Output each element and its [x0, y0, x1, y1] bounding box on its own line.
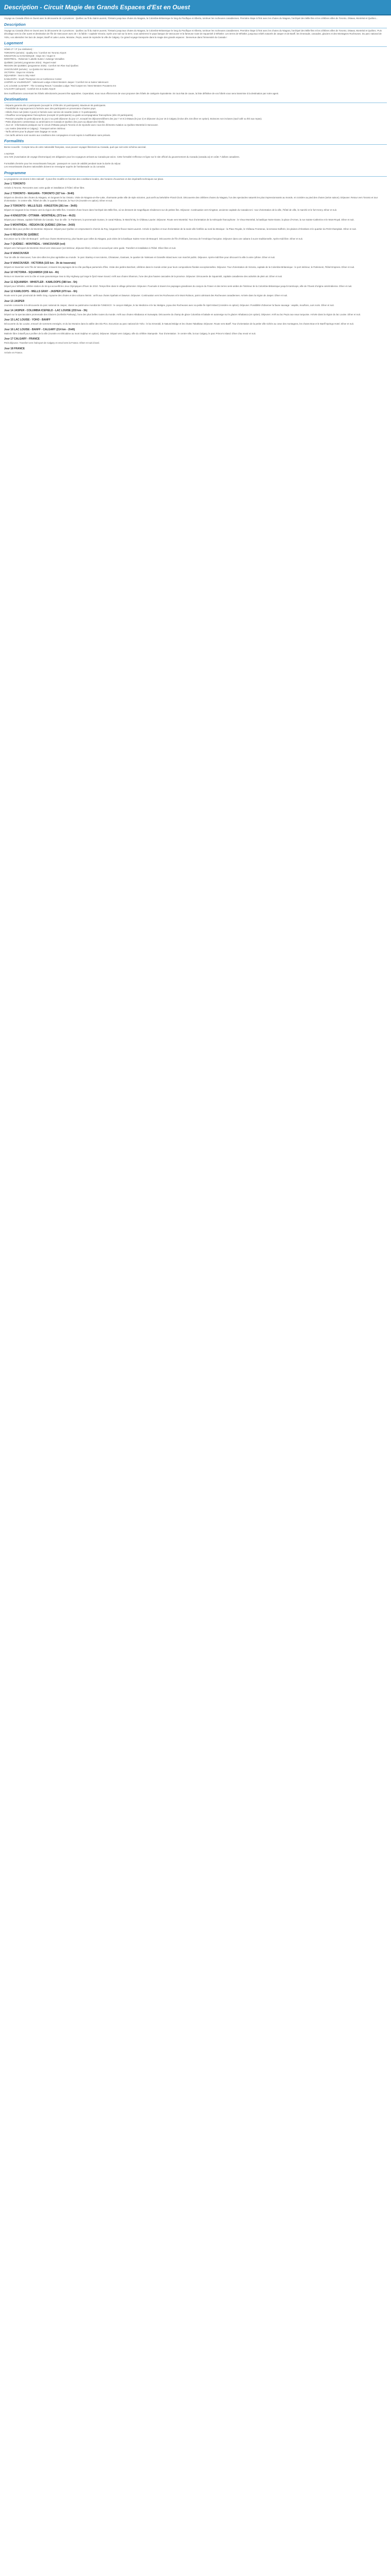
day-description: Départ sur la spectaculaire promenade des Glaciers (Icefields Parkway), l'une des plus belles routes du monde. Arrêt aux chutes Athabasca et Sunwapta. Découverte du champ de glace Columbia et balade en autoneige sur le glacier Athabasca (en option). Déjeuner. Arrêt au lac Peyto aux eaux turquoise. Arrivée dans la région du lac Louise. Dîner et nuit.	[4, 313, 361, 316]
intro-paragraph: Voyage au Canada d'Est en Ouest avec la découverte de 4 provinces : Québec au fil du Saint-Laurent, l'Ontario jusqu'aux chutes du Niagara, la Colombie-Britannique le long du Pacifique et Alberta, tonitruer les rocheuses canadiennes. Première étape à l'Est avec les chutes du Niagara, l'archipel des Mille-Îles et les célèbres villes de Toronto, Ottawa, Montréal et Québec...	[4, 17, 378, 20]
day-title: Jour 5 MONTRÉAL - RÉGION DE QUÉBEC (254 km - 2h50)	[4, 224, 75, 227]
section-title-destinations: Destinations	[4, 96, 28, 101]
day-title: Jour 11 SQUAMISH - WHISTLER - KAMLOOPS (380 km - 5h)	[4, 280, 77, 284]
day-description: Départ pour Whistler, célèbre station de ski qui accueillit les Jeux Olympiques d'hiver de 2010. Temps libre dans le village piétonnier. Déjeuner. Poursuite à travers les paysages grandioses du canyon du Fraser et des terres semi-arides de l'intérieur de la Colombie-Britannique jusqu'à Kamloops, ville de l'Ouest d'origine amérindienne. Dîner et nuit.	[4, 284, 352, 287]
day-description: Excursion sur la Côte-de-Beaupré : arrêt aux chutes Montmorency, plus hautes que celles du Niagara, puis visite de la basilique Sainte-Anne-de-Beaupré. Découverte de l'île d'Orléans, berceau de l'Amérique française. Déjeuner dans une cabane à sucre traditionnelle. Après-midi libre. Dîner et nuit.	[4, 237, 303, 240]
day-title: Jour 7 QUÉBEC - MONTRÉAL - VANCOUVER (vol)	[4, 243, 66, 246]
section-divider	[4, 144, 387, 145]
day-description: Journée consacrée à la découverte du parc national de Jasper, classé au patrimoine mondial de l'UNESCO : le canyon Maligne, le lac Medicine et le lac Maligne, joyau des Rocheuses avec sa petite île Spirit Island (croisière en option). Déjeuner. Possibilité d'observer la faune sauvage : wapitis, mouflons, ours noirs. Dîner et nuit.	[4, 303, 334, 307]
day-description: Matinée libre pour profiter de Montréal. Déjeuner. Départ pour Québec en empruntant le chemin du Roy, longeant le fleuve Saint-Laurent. Arrivée à Québec et tour d'orientation de la seule ville fortifiée au nord du Mexique : la Place Royale, le Château Frontenac, la terrasse Dufferin, les plaines d'Abraham et le quartier du Petit-Champlain. Dîner et nuit.	[4, 228, 356, 231]
page-title: Description - Circuit Magie des Grands Espaces d'Est en Ouest	[4, 4, 190, 11]
day-description: Arrivée en France.	[4, 351, 23, 354]
section-title-description: Description	[4, 22, 26, 27]
day-title: Jour 8 VANCOUVER	[4, 252, 29, 256]
day-description: Matinée libre à Banff pour profiter de la ville (montée en télécabine au mont Sulphur en option). Déjeuner. Départ vers Calgary, ville du célèbre Stampede. Tour d'orientation : le centre-ville, la tour Calgary, le parc Prince's Island. Dîner d'au revoir et nuit.	[4, 332, 256, 335]
destinations-text: - Départs garantis dès 2 participants (accepté le 27/08 dès 10 participants). Maximum 55 participants. - Possibilité de regroupement à l'arrivée avec des participants en provenance d'autres pays. - Hôtels d'une nuit (visite 3 jours) à l'arrivée avec service de navette (visite 2 / 5 participants). - Chauffeur accompagnateur francophone (excepté 22 participants) ou guide accompagnateur francophone (dès 23 participants). - Pension complète du petit déjeuner du jour 2 au petit déjeuner du jour 17, excepté les déjeuners/dîners des jour 7 et 8 à Ottawa (le jour 2) et déjeuner du jour 16 à Calgary (inclus dès J16 dîner en option). Boissons non incluses (sauf café ou thé aux repas). - Petits déjeuners continentaux ou américains en Canada et Québec (les jours au départ des hôtels). - Jour 10 : Informations pratiques sur le circuit d'Ottawa jusqu'à Toronto et de rejoindre avec nous les éléments Aviation ou Québec-Montréal à Vancouver. - Lac mettre (Montréal et Calgary) : Transport aérien intérieur. - Tarifs aériens pour la plupart sans bagage en soute. - Ces tarifs aériens sont soumis aux conditions des compagnies et sont sujets à modification sans préavis.	[4, 104, 263, 137]
day-title: Jour 3 TORONTO - MILLE-ÎLES - KINGSTON (281 km - 3h05)	[4, 205, 77, 208]
day-description: Petit-déjeuner. Transfert vers l'aéroport de Calgary et envol vers la France. Dîner et nuit à bord.	[4, 342, 100, 345]
description-text: Voyage au Canada d'Est en Ouest avec la découverte de 4 provinces : Québec au fil du Saint-Laurent, l'Ontario jusqu'aux chutes du Niagara, la Colombie-Britannique le long du Pacifique et Alberta, tonitruer les rocheuses canadiennes. Première étape à l'Est avec les chutes du Niagara, l'archipel des Mille-Îles et les célèbres villes de Toronto, Ottawa, Montréal et Québec. Puis décollage vers la côte ouest et destination de l'île de Vancouver avec de « la faible » capitale Victoria. Après une nuit sur la terre, vous admirerez le pays basque de Vancouver et la fameuse route de Squamish à Whistler. Les terres de Whistler, jusqu'aux reliefs naturels de Jasper et de Banff, les émeraude, cascades, glaciers et des Montagnes Rocheuses. Du parc national de Yoho, vos atteindrez les lacs de Jasper, Banff et Lake Louise, Moraine, Peyto, avant de rejoindre la ville de Calgary. Ce grand voyage transporte dans la magie des grands espaces : bienvenue dans l'immensité du Canada !	[4, 29, 382, 39]
section-divider	[4, 46, 387, 47]
day-title: Jour 10 VICTORIA - SQUAMISH (156 km - 4h)	[4, 271, 59, 275]
day-description: Découverte du lac Louise, entouré de sommets enneigés, et du lac Moraine dans la vallée des Dix Pics. Excursion au parc national de Yoho : le lac Emerald, le Natural Bridge et les chutes Takakkaw. Déjeuner. Route vers Banff. Tour d'orientation de la petite ville nichée au cœur des montagnes, les chutes Bow et le Banff Springs Hotel. Dîner et nuit.	[4, 323, 354, 326]
day-title: Jour 15 LAC LOUISE - YOHO - BANFF	[4, 318, 51, 322]
section-divider	[4, 176, 387, 177]
day-title: Jour 12 KAMLOOPS - WELLS GRAY - JASPER (470 km - 6h)	[4, 290, 77, 294]
programme-days	[0, 182, 391, 354]
section-title-programme: Programme	[4, 170, 26, 175]
title-bar	[0, 0, 391, 15]
day-title: Jour 14 JASPER - COLUMBIA ICEFIELD - LAC LOUISE (233 km - 3h)	[4, 309, 88, 312]
formalites-text: Bonne nouvelle : Compte tenu de votre nationalité française, vous pouvez voyager librement au Canada, quel que soit votre schéma vaccinal. A NOTER Une AVE (Autorisation de voyage électronique) est obligatoire pour les voyageurs arrivant au Canada par avion. Cette formalité s'effectue en ligne sur le site officiel du gouvernement du Canada (canada.ca) et coûte 7 dollars canadiens. Formalités d'entrée pour les ressortissants français : passeport en cours de validité pendant toute la durée du séjour. Les ressortissants d'autres nationalités doivent se renseigner auprès de l'ambassade ou du consulat.	[4, 145, 240, 168]
programme-note: Le programme est donné à titre indicatif : il peut être modifié en fonction des conditions locales, des horaires d'ouverture et des impératifs techniques sur place.	[4, 177, 164, 180]
day-description: Départ vers l'aéroport de Montréal. Envol vers Vancouver (vol intérieur, déjeuner libre). Arrivée et accueil par votre guide. Transfert et installation à l'hôtel. Dîner libre et nuit.	[4, 247, 176, 250]
day-title: Jour 17 CALGARY - FRANCE	[4, 337, 40, 341]
day-description: Route vers le parc provincial de Wells Gray, royaume des chutes et des volcans éteints : arrêt aux chutes Spahats et Dawson. Déjeuner. Continuation vers les Rocheuses et le Mont Robson, point culminant des Rocheuses canadiennes. Arrivée dans la région de Jasper. Dîner et nuit.	[4, 294, 288, 297]
logement-note: Des modifications concernant les hôtels sélectionnés peuvent être apportées. Cependant, nous nous efforcerons de vous proposer des hôtels de catégorie équivalente. En tout état de cause, la liste définitive de vos hôtels vous sera transmise à la destination par notre agent.	[4, 92, 279, 95]
day-title: Jour 2 TORONTO - NIAGARA - TORONTO (327 km - 3h40)	[4, 192, 74, 195]
day-title: Jour 13 JASPER	[4, 299, 25, 303]
day-title: Jour 1 TORONTO	[4, 182, 26, 186]
day-description: Tour de ville de Vancouver, l'une des villes les plus agréables au monde : le parc Stanley et ses totems, Chinatown, Gastown, le quartier de Yaletown et Granville Island avec son marché public. Déjeuner. Après-midi libre pour découvrir la ville à votre rythme. Dîner et nuit.	[4, 256, 275, 259]
day-title: Jour 18 FRANCE	[4, 347, 25, 350]
day-description: Départ en direction des chutes du Niagara, en longeant le lac Ontario. Visite de Niagara-on-the-Lake, charmante petite ville de style victorien, puis arrêt au belvédère Floral Clock. Découverte des célèbres chutes du Niagara, l'un des spectacles naturels les plus impressionnants au monde, et croisière au pied des chutes (selon saison). Déjeuner. Retour vers Toronto et tour d'orientation : le centre-ville, l'hôtel de ville, le quartier financier, la Tour CN (montée en option). Dîner et nuit.	[4, 196, 378, 202]
day-title: Jour 6 RÉGION DE QUÉBEC	[4, 233, 39, 236]
logement-text: Hôtels 2* / 3* (ou similaires) : TORONTO (arrivée) : Quality Inn / Comfort Inn Toronto Airport KINGSTON ou GANANOQUE : Days Inn / Super 8 MONTRÉAL : Roberval / Labelle Suites / Auberge Versailles QUÉBEC (arrivée) programme 2024) : Rupert Hotel REGION DE QUEBEC (programme 2025) : Comfort Inn Rive Sud Québec VANCOUVER (arrivée) : La Quinta Inn Vancouver VICTORIA : Days Inn Victoria SQUAMISH : Sea to Sky Hotel KAMLOOPS : South Thompson Inn & Conference Center JASPER ou VALEMOUNT : Valemount Lodge et Best Western Jasper / Comfort Inn & Suites Valemount LAC LOUISE ou BANFF : The Crossing Resort / Canadas Lodge / Red Carpet Inn / Best Western Pocaterra Inn CALGARY (aéroport) : Comfort Inn & Suites Airport	[4, 48, 117, 91]
day-description: Départ en longeant le lac Ontario vers la région des Mille-Îles. Croisière d'une heure dans l'archipel des Mille-Îles, où se dressent de magnifiques résidences sur de petites îles. Déjeuner. Continuation vers Kingston, ancienne capitale du Canada-Uni : tour d'orientation de la ville, l'hôtel de ville, le marché et le fort Henry. Dîner et nuit.	[4, 209, 337, 212]
day-title: Jour 4 KINGSTON - OTTAWA - MONTRÉAL (373 km - 4h15)	[4, 214, 76, 217]
section-title-logement: Logement	[4, 41, 23, 46]
day-title: Jour 16 LAC LOUISE - BANFF - CALGARY (214 km - 2h40)	[4, 328, 75, 331]
day-description: Départ en traversier vers l'île de Vancouver, à travers les paysages de la côte pacifique parsemée d'îles. Visite des jardins Butchart, célèbres dans le monde entier pour leurs compositions florales exceptionnelles. Déjeuner. Tour d'orientation de Victoria, capitale de la Colombie-Britannique : le port intérieur, le Parlement, l'hôtel Empress. Dîner et nuit.	[4, 265, 355, 268]
section-title-formalites: Formalités	[4, 138, 24, 143]
day-description: Retour en traversier vers la côte et route panoramique Sea to Sky Highway qui longe le fjord Howe Sound. Arrêt aux chutes Shannon, l'une des plus hautes cascades de la province. Déjeuner. Découverte de Squamish, capitale canadienne des activités de plein air. Dîner et nuit.	[4, 275, 283, 278]
day-description: Départ pour Ottawa, capitale fédérale du Canada. Tour de ville : le Parlement, la promenade Sussex, le canal Rideau, le Marché By, le Château Laurier. Déjeuner. Route vers Montréal. Tour d'orientation de la métropole francophone : le Vieux-Montréal, la basilique Notre-Dame, la place d'Armes, la rue Sainte-Catherine et le Mont-Royal. Dîner et nuit.	[4, 218, 354, 221]
day-description: Arrivée à Toronto. Rencontre avec votre guide et installation à l'hôtel. Dîner libre.	[4, 187, 85, 190]
day-title: Jour 9 VANCOUVER - VICTORIA (103 km - 3h de traversée)	[4, 261, 76, 265]
